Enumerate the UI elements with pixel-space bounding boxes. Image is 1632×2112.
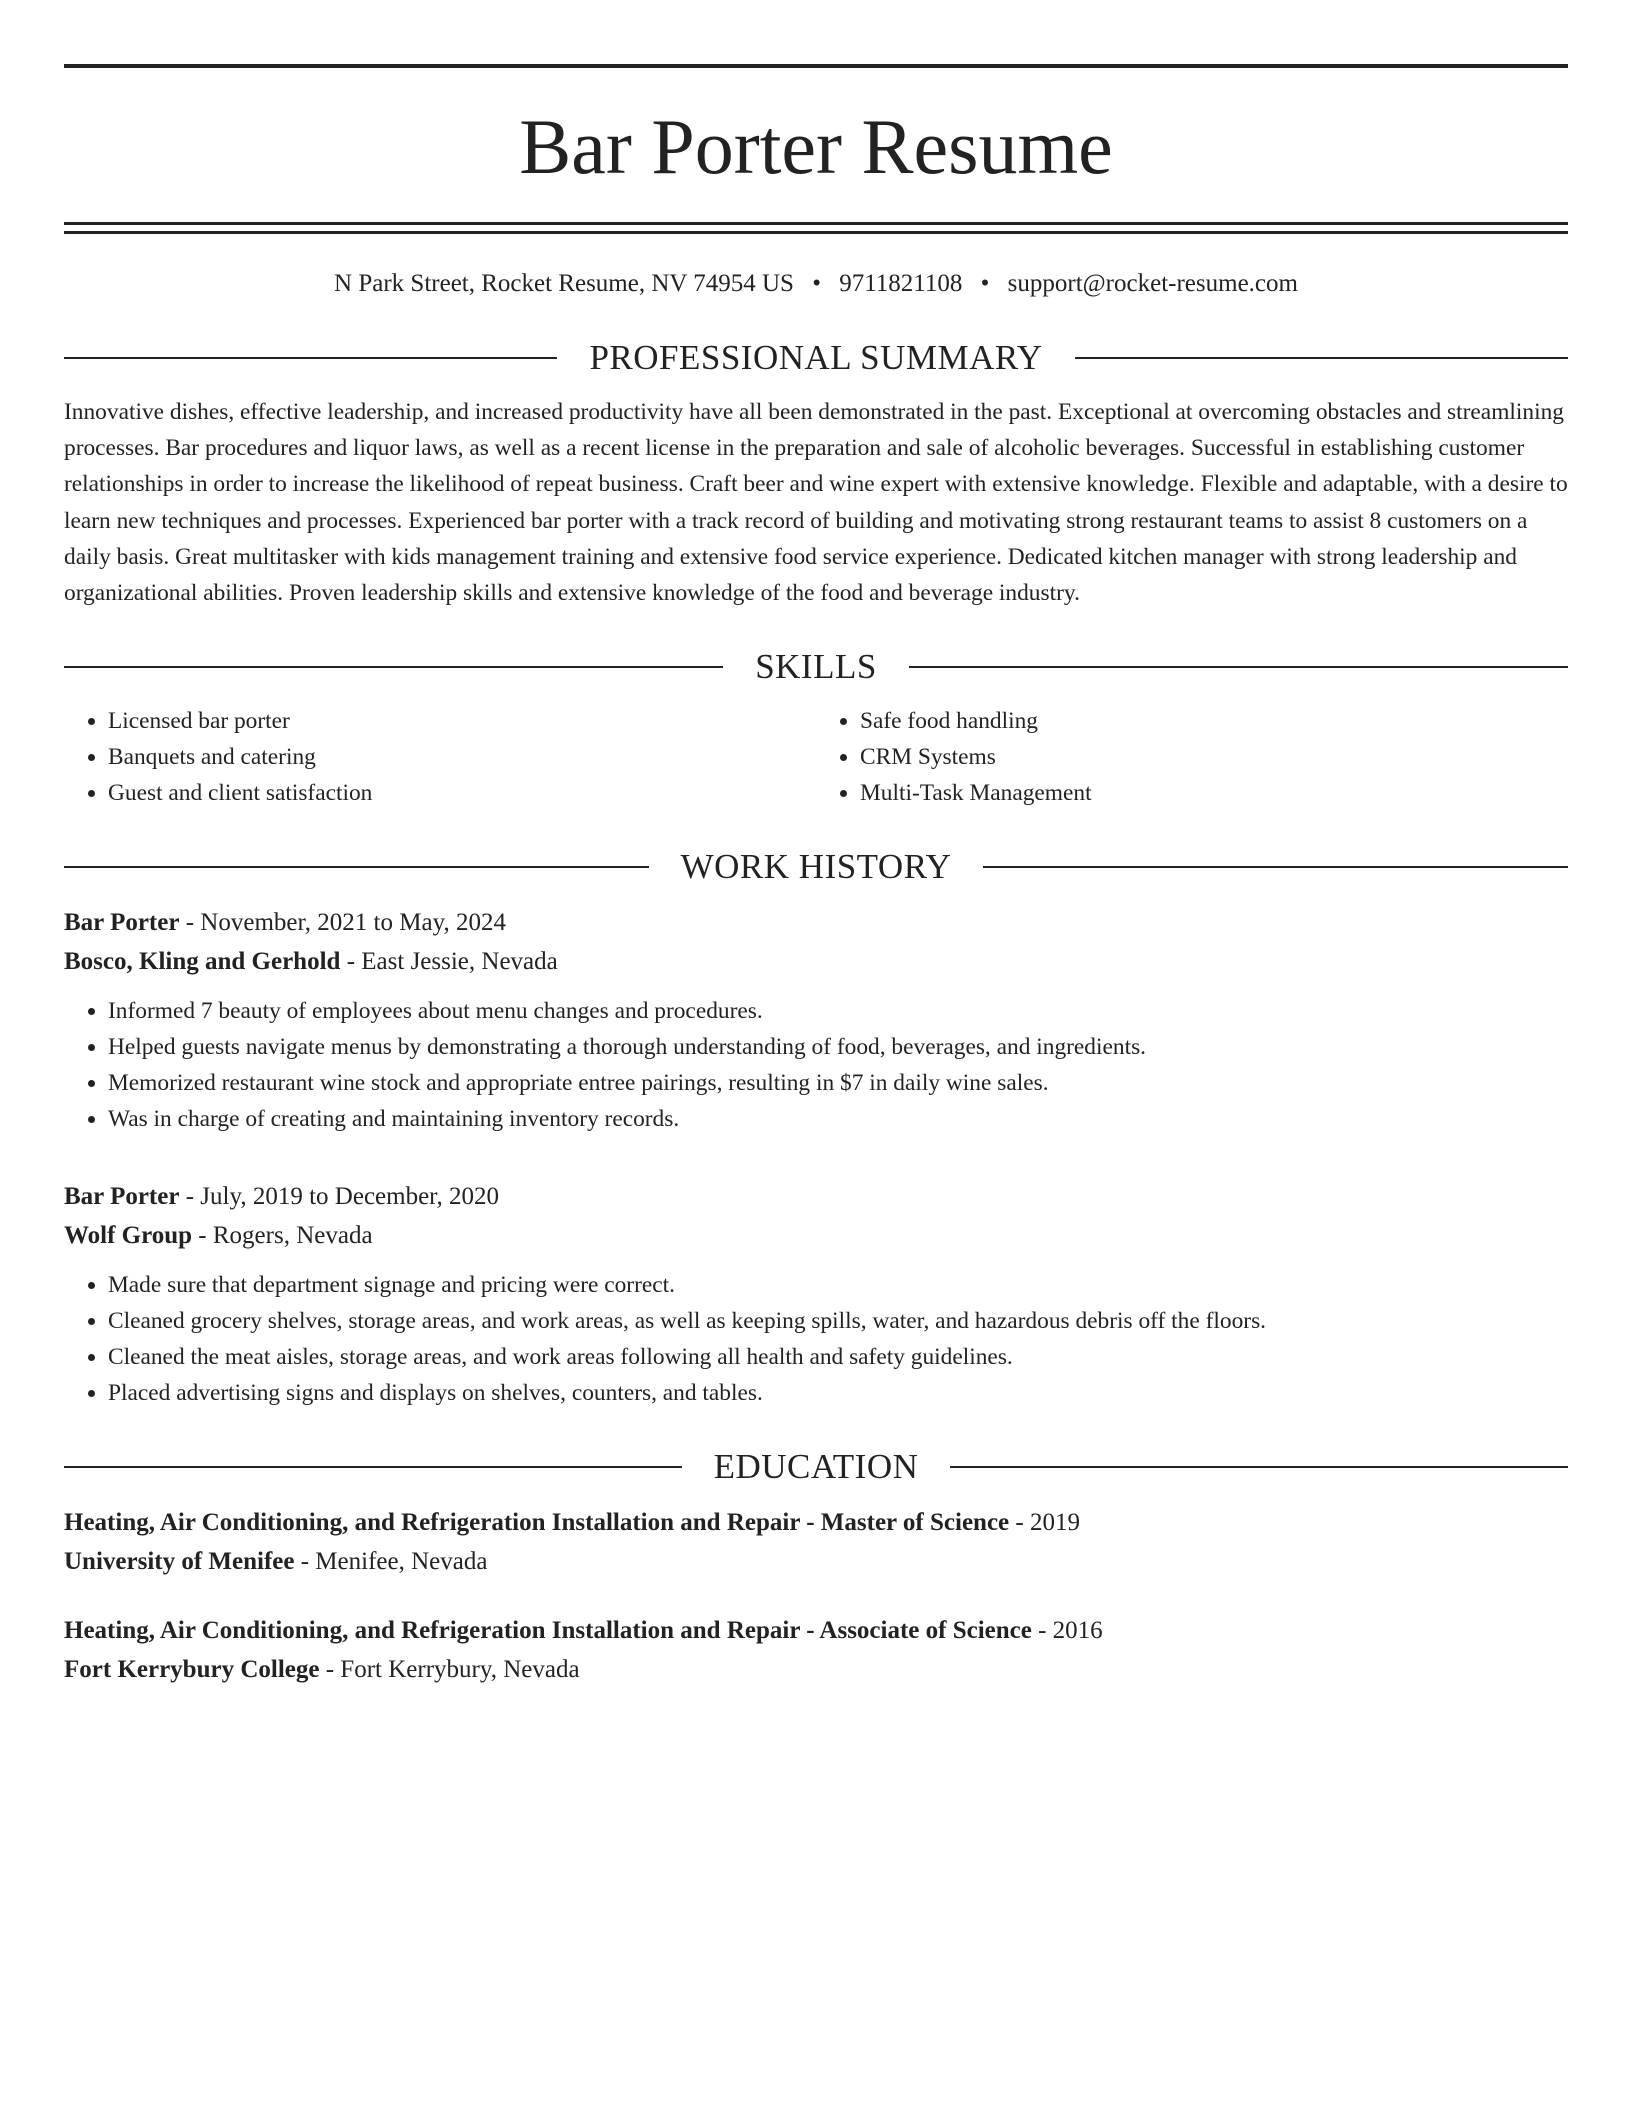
resume-page xyxy=(64,64,1568,1689)
contact-address: N Park Street, Rocket Resume, NV 74954 US xyxy=(334,270,794,297)
divider-line xyxy=(909,666,1568,668)
title-rule-upper xyxy=(64,222,1568,225)
education-entry xyxy=(64,1611,1568,1689)
skill-item: • CRM Systems xyxy=(860,739,1568,775)
section-title-summary: PROFESSIONAL SUMMARY xyxy=(589,338,1043,377)
skills-column-left xyxy=(64,703,816,811)
section-title-work: WORK HISTORY xyxy=(680,847,952,887)
divider-line xyxy=(64,666,723,668)
education-school: Fort Kerrybury College xyxy=(64,1656,320,1684)
skills-list xyxy=(64,703,1568,811)
job-duty: • Helped guests navigate menus by demonstrating a thorough understanding of food, beverages, and ingredients. xyxy=(108,1029,1568,1065)
job-location: - Rogers, Nevada xyxy=(192,1222,373,1250)
section-header-skills xyxy=(64,645,1568,689)
job-company: Wolf Group xyxy=(64,1222,193,1250)
education-year: - 2019 xyxy=(1009,1509,1080,1537)
job-employer xyxy=(64,1216,1568,1255)
divider-line xyxy=(64,357,557,359)
divider-line xyxy=(64,866,649,868)
education-heading xyxy=(64,1611,1568,1650)
section-title-education: EDUCATION xyxy=(713,1447,919,1487)
skill-item: • Safe food handling xyxy=(860,703,1568,739)
divider-line xyxy=(1075,357,1568,359)
job-duty: • Cleaned the meat aisles, storage areas, and work areas following all health and safety guidelines. xyxy=(108,1339,1568,1375)
job-duty: • Informed 7 beauty of employees about menu changes and procedures. xyxy=(108,993,1568,1029)
section-header-summary xyxy=(64,336,1568,380)
job-employer xyxy=(64,942,1568,981)
contact-separator: • xyxy=(980,270,990,297)
job-entry xyxy=(64,903,1568,1137)
summary-text: Innovative dishes, effective leadership, and increased productivity have all been demonstrated in the past. Exceptional at overcoming obstacles and streamlining processes. Bar procedures and liquor laws, as well as a recent license in the preparation and sale of alcoholic beverages. Successful in establishing customer relationships in order to increase the likelihood of repeat business. Craft beer and wine expert with extensive knowledge. Flexible and adaptable, with a desire to learn new techniques and processes. Experienced bar porter with a track record of building and motivating strong restaurant teams to assist 8 customers on a daily basis. Great multitasker with kids management training and extensive food service experience. Dedicated kitchen manager with strong leadership and organizational abilities. Proven leadership skills and extensive knowledge of the food and beverage industry. xyxy=(64,399,1568,607)
job-company: Bosco, Kling and Gerhold xyxy=(64,948,341,976)
education-year: - 2016 xyxy=(1031,1617,1103,1645)
skill-item: • Guest and client satisfaction xyxy=(108,775,816,811)
divider-line xyxy=(983,866,1568,868)
education-heading xyxy=(64,1503,1568,1542)
education-location: - Menifee, Nevada xyxy=(294,1548,488,1576)
contact-separator: • xyxy=(812,270,821,297)
section-header-work xyxy=(64,845,1568,889)
job-duties xyxy=(64,993,1568,1137)
section-header-education xyxy=(64,1445,1568,1489)
contact-phone: 9711821108 xyxy=(839,270,963,297)
education-degree: Heating, Air Conditioning, and Refrigeration Installation and Repair - Master of Science xyxy=(64,1509,1010,1537)
job-duty: • Memorized restaurant wine stock and appropriate entree pairings, resulting in $7 in daily wine sales. xyxy=(108,1065,1568,1101)
job-dates: - July, 2019 to December, 2020 xyxy=(179,1183,499,1211)
job-entry xyxy=(64,1177,1568,1411)
education-school: University of Menifee xyxy=(64,1548,295,1576)
job-heading xyxy=(64,903,1568,942)
skill-item: • Licensed bar porter xyxy=(108,703,816,739)
resume-title: Bar Porter Resume xyxy=(519,103,1113,190)
contact-line xyxy=(64,266,1568,302)
contact-email: support@rocket-resume.com xyxy=(1007,270,1298,297)
divider-line xyxy=(950,1466,1568,1468)
job-duty: • Placed advertising signs and displays on shelves, counters, and tables. xyxy=(108,1375,1568,1411)
job-duty: • Cleaned grocery shelves, storage areas, and work areas, as well as keeping spills, water, and hazardous debris off the floors. xyxy=(108,1303,1568,1339)
education-entry xyxy=(64,1503,1568,1581)
job-duty: • Made sure that department signage and pricing were correct. xyxy=(108,1267,1568,1303)
skill-item: • Multi-Task Management xyxy=(860,775,1568,811)
skill-item: • Banquets and catering xyxy=(108,739,816,775)
top-rule xyxy=(64,64,1568,68)
education-degree: Heating, Air Conditioning, and Refrigeration Installation and Repair - Associate of Science xyxy=(64,1617,1032,1645)
skills-column-right xyxy=(816,703,1568,811)
job-title: Bar Porter xyxy=(64,909,180,937)
job-location: - East Jessie, Nevada xyxy=(340,948,558,976)
divider-line xyxy=(64,1466,682,1468)
education-location: - Fort Kerrybury, Nevada xyxy=(319,1656,580,1684)
job-dates: - November, 2021 to May, 2024 xyxy=(179,909,506,937)
education-institution xyxy=(64,1542,1568,1581)
section-title-skills: SKILLS xyxy=(755,647,877,687)
job-title: Bar Porter xyxy=(64,1183,180,1211)
education-institution xyxy=(64,1650,1568,1689)
title-rule-lower xyxy=(64,231,1568,234)
job-heading xyxy=(64,1177,1568,1216)
job-duty: • Was in charge of creating and maintaining inventory records. xyxy=(108,1101,1568,1137)
job-duties xyxy=(64,1267,1568,1411)
